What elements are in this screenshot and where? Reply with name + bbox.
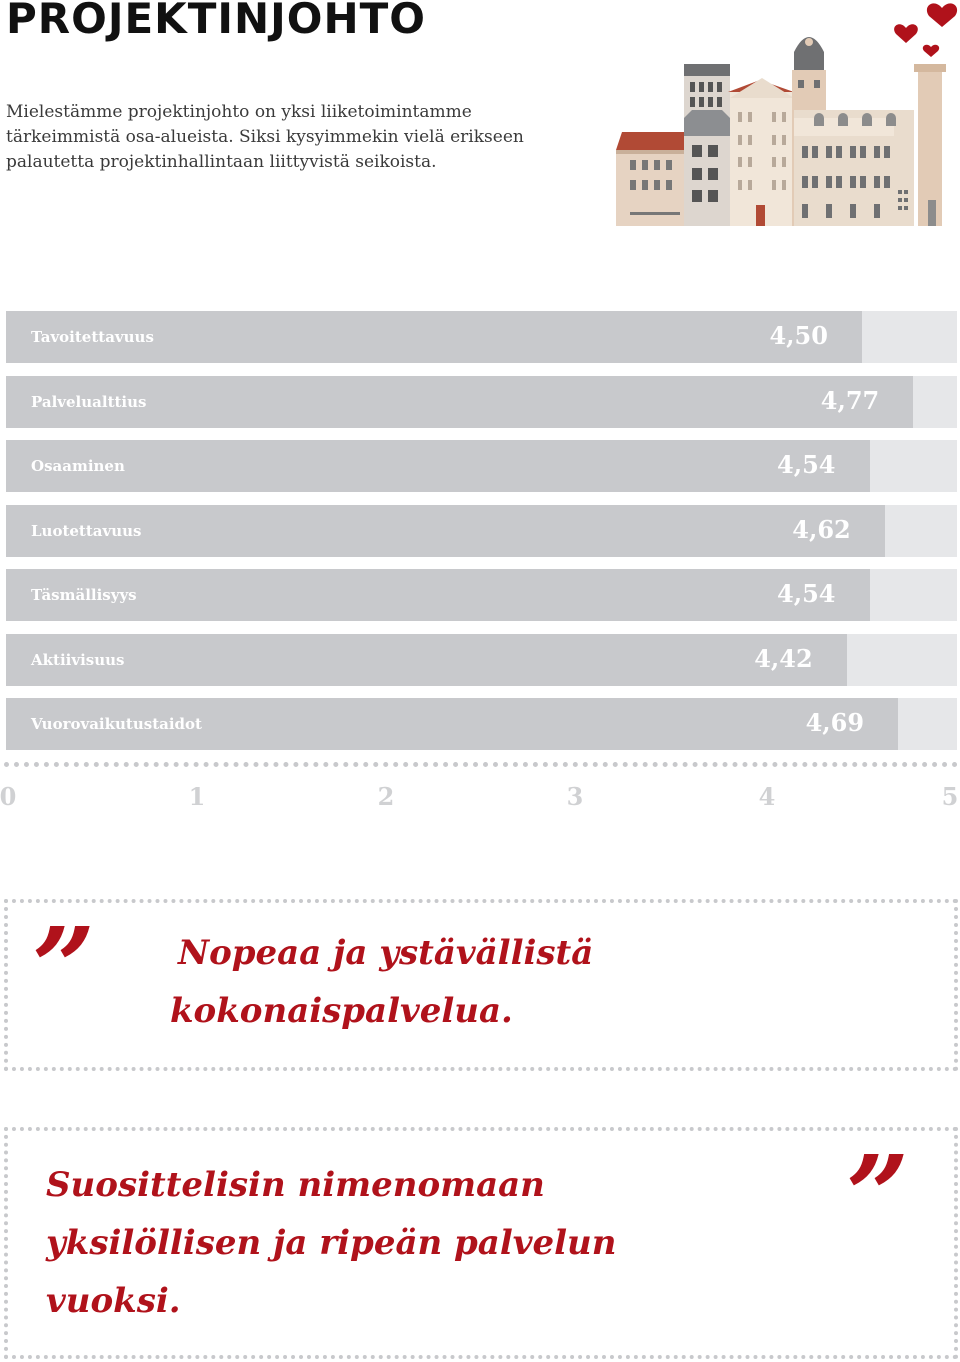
bar-row <box>6 698 957 750</box>
page-title: PROJEKTINJOHTO <box>6 0 426 43</box>
bar-value-label: 4,54 <box>777 579 836 608</box>
bar-row <box>6 634 957 686</box>
x-tick-label: 2 <box>377 782 395 811</box>
bar-row <box>6 311 957 363</box>
quote-2-line-3: vuoksi. <box>46 1281 181 1321</box>
x-tick-label: 3 <box>566 782 584 811</box>
bar-row <box>6 376 957 428</box>
x-tick-label: 4 <box>758 782 776 811</box>
bar-label: Täsmällisyys <box>31 586 137 604</box>
quote-1-line-2: kokonaispalvelua. <box>170 991 513 1031</box>
quote-2-line-2: yksilöllisen ja ripeän palvelun <box>46 1223 617 1263</box>
x-tick-label: 1 <box>188 782 206 811</box>
bar-label: Palvelualttius <box>31 392 147 411</box>
bar-label: Vuorovaikutustaidot <box>31 715 202 733</box>
bar-value-label: 4,69 <box>805 708 865 737</box>
bar-label: Aktiivisuus <box>31 650 125 669</box>
bar-value-label: 4,42 <box>754 643 813 673</box>
bar-value-label: 4,50 <box>769 321 828 350</box>
quote-box-2 <box>4 1127 958 1359</box>
bar-value-label: 4,77 <box>820 385 880 415</box>
bar-label: Osaaminen <box>31 457 125 475</box>
bar <box>6 634 847 686</box>
bar-chart <box>6 311 957 763</box>
bar-row <box>6 569 957 621</box>
bar-row <box>6 440 957 492</box>
quote-2-line-1: Suosittelisin nimenomaan <box>46 1165 545 1205</box>
quote-mark-icon: ” <box>32 903 96 1032</box>
intro-paragraph: Mielestämme projektinjohto on yksi liiketoimintamme tärkeimmistä osa-alueista. Siksi kysyimmekin vielä erikseen palautetta projektinhallintaan liittyvistä seikoista. <box>6 102 524 172</box>
bar-label: Tavoitettavuus <box>31 328 154 346</box>
bar <box>6 440 870 492</box>
city-buildings-illustration <box>612 0 960 230</box>
x-tick-label: 0 <box>0 782 17 811</box>
quote-mark-icon: ” <box>846 1131 910 1260</box>
x-tick-label: 5 <box>941 782 959 811</box>
bar-value-label: 4,62 <box>792 514 851 544</box>
quote-box-1 <box>4 899 958 1071</box>
quote-1-line-1: Nopeaa ja ystävällistä <box>178 933 594 973</box>
x-axis-ticks <box>0 782 960 812</box>
bar-row <box>6 505 957 557</box>
axis-dotted-line <box>4 762 958 767</box>
bar-value-label: 4,54 <box>777 450 836 479</box>
bar-label: Luotettavuus <box>31 521 142 540</box>
hearts-icon <box>894 3 957 57</box>
